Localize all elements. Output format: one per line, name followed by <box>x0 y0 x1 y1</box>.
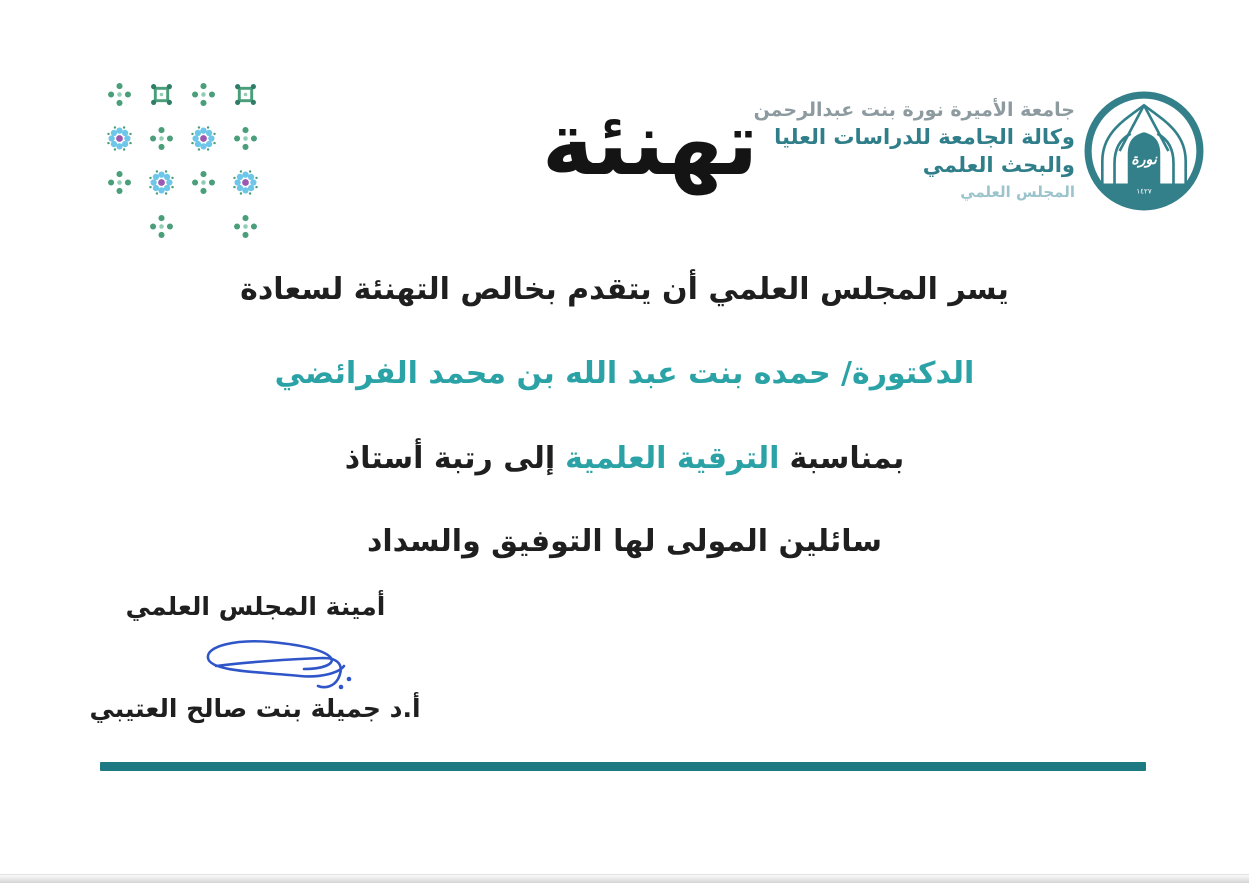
footer-divider <box>100 762 1146 771</box>
rosette-icon <box>232 169 259 196</box>
pattern-cell <box>98 204 140 248</box>
rosette-icon <box>148 169 175 196</box>
dots-flower-icon <box>232 213 259 240</box>
logo-year-text: ١٤٢٧ <box>1136 186 1152 196</box>
rosette-icon <box>106 125 133 152</box>
pattern-cell <box>98 116 140 160</box>
logo-name-text: نورة <box>1131 152 1157 169</box>
dots-flower-icon <box>106 169 133 196</box>
calligraphy-title: تهنئة <box>541 92 759 195</box>
rosette-icon <box>190 125 217 152</box>
university-header-text <box>745 98 1075 205</box>
pattern-cell <box>182 116 224 160</box>
vice-presidency-line2: والبحث العلمي <box>922 153 1075 177</box>
prayer-line: سائلين المولى لها التوفيق والسداد <box>367 524 882 559</box>
dots-flower-icon <box>232 125 259 152</box>
pattern-cell <box>182 160 224 204</box>
pattern-cell <box>140 204 182 248</box>
pattern-cell <box>98 160 140 204</box>
occasion-line <box>0 441 1249 476</box>
pattern-cell <box>140 72 182 116</box>
dots-flower-icon <box>148 213 175 240</box>
pattern-cell <box>224 160 266 204</box>
university-logo-icon <box>1083 90 1205 212</box>
square-knot-icon <box>232 81 259 108</box>
pattern-cell <box>224 72 266 116</box>
window-bottom-edge <box>0 874 1249 883</box>
signatory-role: أمينة المجلس العلمي <box>125 592 386 621</box>
square-knot-icon <box>148 81 175 108</box>
pattern-cell <box>98 72 140 116</box>
pattern-cell <box>224 116 266 160</box>
pattern-cell <box>140 160 182 204</box>
vice-presidency-line1: وكالة الجامعة للدراسات العليا <box>774 125 1075 149</box>
signatory-name: أ.د جميلة بنت صالح العتيبي <box>89 694 421 723</box>
pattern-cell <box>140 116 182 160</box>
honoree-name: الدكتورة/ حمده بنت عبد الله بن محمد الفرائضي <box>274 356 975 391</box>
pattern-cell <box>224 204 266 248</box>
decorative-pattern <box>98 72 266 248</box>
dots-flower-icon <box>148 125 175 152</box>
dots-flower-icon <box>106 81 133 108</box>
dots-flower-icon <box>190 81 217 108</box>
pattern-cell <box>182 72 224 116</box>
pattern-cell <box>182 204 224 248</box>
occasion-highlight: الترقية العلمية <box>565 441 780 476</box>
dots-flower-icon <box>190 169 217 196</box>
occasion-suffix: إلى رتبة أستاذ <box>344 441 556 476</box>
signature-scribble <box>192 628 360 700</box>
university-name: جامعة الأميرة نورة بنت عبدالرحمن <box>753 99 1075 121</box>
scientific-council-label: المجلس العلمي <box>960 183 1075 201</box>
intro-line: يسر المجلس العلمي أن يتقدم بخالص التهنئة لسعادة <box>240 272 1009 307</box>
occasion-prefix: بمناسبة <box>789 441 905 476</box>
